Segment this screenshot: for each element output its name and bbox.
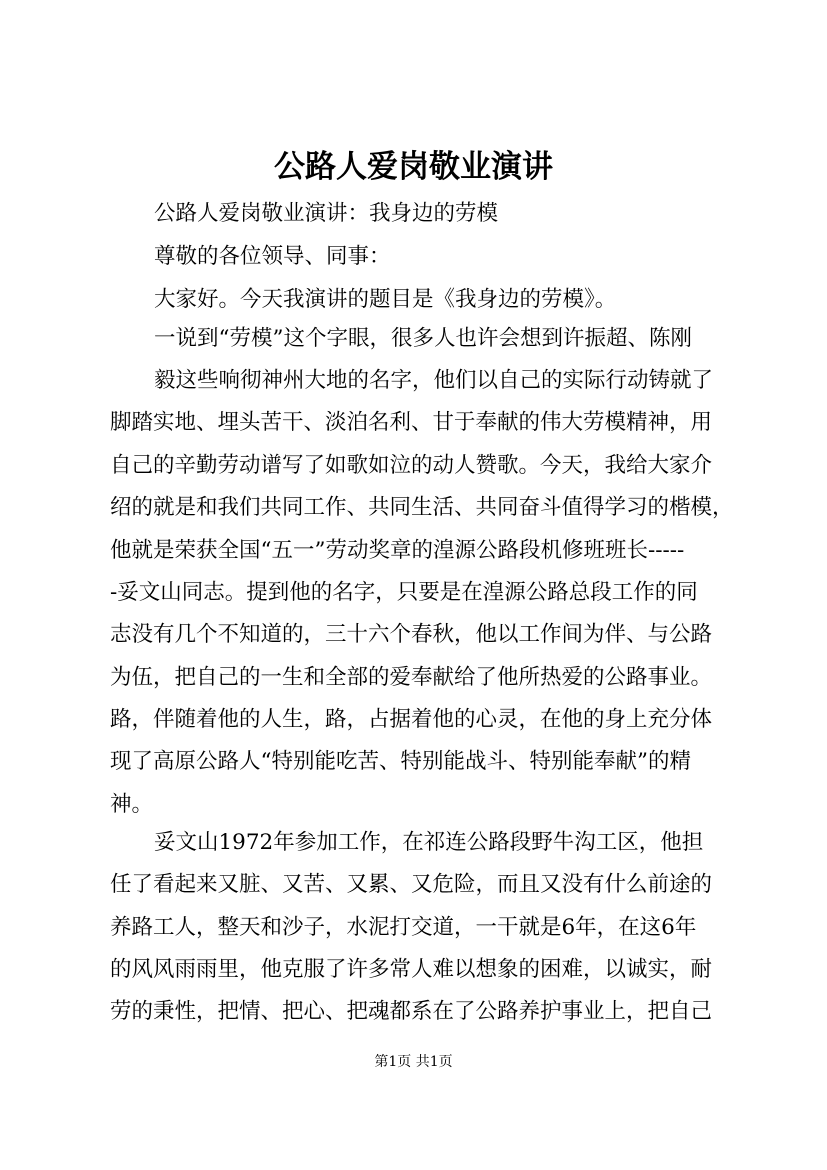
body-line: 养路工人，整天和沙子，水泥打交道，一干就是6年，在这6年 — [110, 915, 697, 940]
page-number-footer: 第1页 共1页 — [374, 1054, 453, 1070]
body-line: -妥文山同志。提到他的名字，只要是在湟源公路总段工作的同 — [110, 580, 698, 605]
subtitle-line: 公路人爱岗敬业演讲：我身边的劳模 — [154, 201, 499, 226]
body-line: 一说到“劳模”这个字眼，很多人也许会想到许振超、陈刚 — [154, 326, 692, 351]
greeting-line: 大家好。今天我演讲的题目是《我身边的劳模》。 — [154, 287, 617, 312]
body-line: 路，伴随着他的人生，路，占据着他的心灵，在他的身上充分体 — [110, 707, 713, 732]
body-line: 毅这些响彻神州大地的名字，他们以自己的实际行动铸就了 — [154, 368, 714, 393]
salutation-line: 尊敬的各位领导、同事： — [154, 244, 391, 269]
body-line: 现了高原公路人“特别能吃苦、特别能战斗、特别能奉献”的精 — [110, 749, 691, 774]
document-title: 公路人爱岗敬业演讲 — [274, 149, 553, 185]
body-line: 脚踏实地、埋头苦干、淡泊名利、甘于奉献的伟大劳模精神，用 — [110, 410, 713, 435]
body-line: 绍的就是和我们共同工作、共同生活、共同奋斗值得学习的楷模， — [110, 495, 734, 520]
body-line: 劳的秉性，把情、把心、把魂都系在了公路养护事业上，把自己 — [110, 999, 713, 1024]
body-line: 为伍，把自己的一生和全部的爱奉献给了他所热爱的公路事业。 — [110, 665, 713, 690]
body-line: 自己的辛勤劳动谱写了如歌如泣的动人赞歌。今天，我给大家介 — [110, 453, 713, 478]
body-line: 的风风雨雨里，他克服了许多常人难以想象的困难，以诚实，耐 — [110, 957, 713, 982]
body-line: 神。 — [110, 792, 154, 817]
body-line: 任了看起来又脏、又苦、又累、又危险，而且又没有什么前途的 — [110, 872, 713, 897]
body-line: 志没有几个不知道的，三十六个春秋，他以工作间为伴、与公路 — [110, 622, 713, 647]
body-line: 他就是荣获全国“五一”劳动奖章的湟源公路段机修班班长----- — [110, 538, 685, 563]
body-line: 妥文山1972年参加工作，在祁连公路段野牛沟工区，他担 — [154, 830, 704, 855]
